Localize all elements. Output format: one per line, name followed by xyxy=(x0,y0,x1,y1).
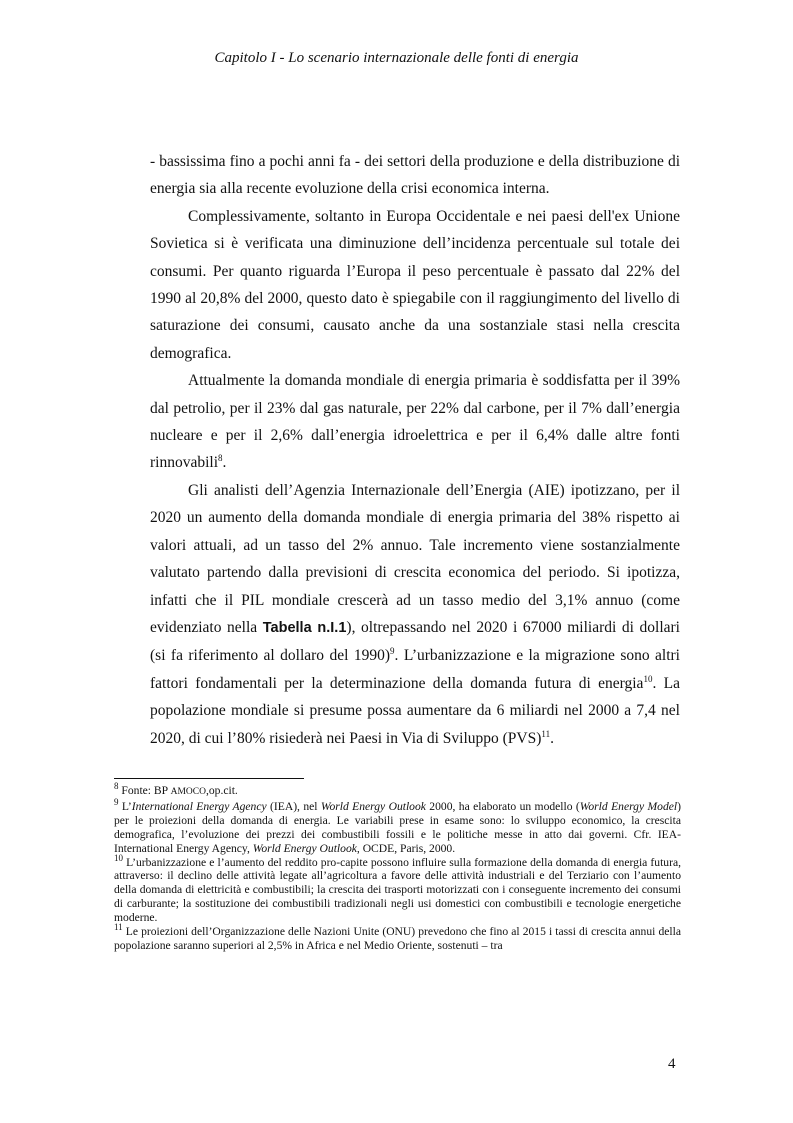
footnote-10 xyxy=(114,852,681,926)
footnote-ref-8[interactable]: 8 xyxy=(218,453,223,464)
footnote-11-text: Le proiezioni dell’Organizzazione delle Nazioni Unite (ONU) prevedono che fino al 2015 i tassi di crescita annui della popolazione saranno superiori al 2,5% in Africa e nel Medio Oriente, sostenuti – tra xyxy=(114,925,681,952)
footnote-9 xyxy=(114,797,681,856)
paragraph-4-c: . L’urbanizzazione e la migrazione sono altri fattori fondamentali per la determinazione della domanda futura di energia xyxy=(150,647,680,692)
footnote-9-text-b: (IEA), nel xyxy=(266,799,321,813)
footnote-9-text-a: L’ xyxy=(118,799,132,813)
footnote-9-italic-4: World Energy Outlook xyxy=(252,841,357,855)
footnote-9-text-e: , OCDE, Paris, 2000. xyxy=(356,841,456,855)
footnote-8-smallcaps: AMOCO xyxy=(170,787,206,797)
footnote-ref-11[interactable]: 11 xyxy=(541,728,551,739)
footnote-9-number: 9 xyxy=(114,797,119,808)
footnote-11 xyxy=(114,922,681,953)
paragraph-3-end: . xyxy=(222,454,227,472)
paragraph-4 xyxy=(150,477,680,752)
paragraph-3 xyxy=(150,367,680,477)
footnotes xyxy=(114,781,681,953)
page-number: 4 xyxy=(668,1056,676,1072)
footnote-8-text: Fonte: BP xyxy=(118,784,171,797)
paragraph-4-e: . xyxy=(550,729,554,747)
footnote-8 xyxy=(114,781,681,800)
paragraph-4-b: ), oltrepassando nel 2020 i 67000 miliardi di dollari (si fa riferimento al dollaro del 1990) xyxy=(150,618,680,665)
paragraph-4-a: Gli analisti dell’Agenzia Internazionale dell’Energia (AIE) ipotizzano, per il 2020 un aumento della domanda mondiale di energia primaria del 38% rispetto ai valori attuali, ad un tasso del 2% annuo. Tale incremento viene sostanzialmente valutato partendo dalla previsioni di crescita economica del periodo. Si ipotizza, infatti che il PIL mondiale crescerà ad un tasso medio del 3,1% annuo (come evidenziato nella xyxy=(150,481,680,636)
footnote-8-end: ,op.cit. xyxy=(205,784,238,797)
paragraph-3-text: Attualmente la domanda mondiale di energia primaria è soddisfatta per il 39% dal petrolio, per il 23% dal gas naturale, per 22% dal carbone, per il 7% dall’energia nucleare e per il 2,6% dall’energia idroelettrica e per il 6,4% dalle altre fonti rinnovabili xyxy=(150,372,680,472)
footnote-9-text-d: ) per le proiezioni della domanda di energia. Le variabili prese in esame sono: lo sviluppo economico, la crescita demografica, l’evoluzione dei prezzi dei combustibili fossili e le politiche messe in atto dai governi. Cfr. IEA-International Energy Agency, xyxy=(114,799,681,855)
footnote-ref-9[interactable]: 9 xyxy=(390,646,395,657)
footnote-10-text: L’urbanizzazione e l’aumento del reddito pro-capite possono influire sulla formazione della domanda di energia futura, attraverso: il declino delle attività legate all’agricoltura a favore delle attività industriali e del Terziario con l’aumento della domanda di elettricità e combustibili; la crescita dei trasporti motorizzati con i conseguente incremento dei consumi di carburante; la sostituzione dei combustibili tradizionali negli usi domestici con combustibili e tecnologie energetiche moderne. xyxy=(114,855,681,925)
footnote-9-italic-2: World Energy Outlook xyxy=(320,799,426,813)
table-reference: Tabella n.I.1 xyxy=(262,619,347,636)
footnote-9-text-c: 2000, ha elaborato un modello ( xyxy=(425,799,580,813)
paragraph-1: - bassissima fino a pochi anni fa - dei settori della produzione e della distribuzione di energia sia alla recente evoluzione della crisi economica interna. xyxy=(150,153,680,198)
paragraph-2: Complessivamente, soltanto in Europa Occidentale e nei paesi dell'ex Unione Sovietica si è verificata una diminuzione dell’incidenza percentuale sul totale dei consumi. Per quanto riguarda l’Europa il peso percentuale è passato dal 22% del 1990 al 20,8% del 2000, questo dato è spiegabile con il raggiungimento del livello di saturazione dei consumi, causato anche da una sostanziale stasi nella crescita demografica. xyxy=(150,207,680,362)
footnote-11-number: 11 xyxy=(114,922,123,933)
running-header: Capitolo I - Lo scenario internazionale delle fonti di energia xyxy=(214,50,579,66)
main-text xyxy=(150,148,680,752)
footnote-9-italic-1: International Energy Agency xyxy=(131,799,267,813)
footnote-9-italic-3: World Energy Model xyxy=(579,799,678,813)
footnote-ref-10[interactable]: 10 xyxy=(643,673,653,684)
footnote-divider xyxy=(114,778,304,779)
footnote-8-number: 8 xyxy=(114,781,119,792)
footnote-10-number: 10 xyxy=(114,852,123,863)
paragraph-4-d: . La popolazione mondiale si presume possa aumentare da 6 miliardi nel 2000 a 7,4 nel 2020, di cui l’80% risiederà nei Paesi in Via di Sviluppo (PVS) xyxy=(150,674,680,747)
